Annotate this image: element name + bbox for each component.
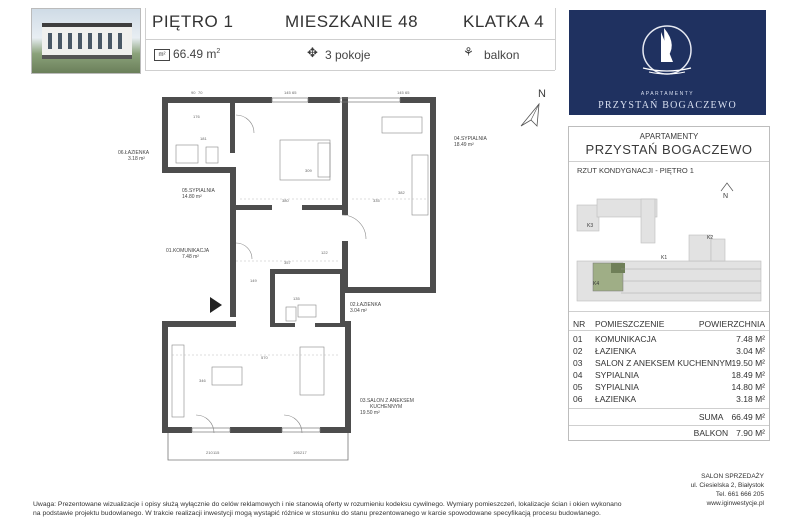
dim-label: 309 <box>305 168 312 173</box>
panel-subtitle: RZUT KONDYGNACJI - PIĘTRO 1 <box>577 166 694 175</box>
dim-label: 195 <box>293 450 300 455</box>
map-label-k3: K3 <box>587 223 594 229</box>
dim-label: 122 <box>321 250 328 255</box>
dim-label: 145 <box>397 90 404 95</box>
dim-label: 135 <box>293 296 300 301</box>
header-border-left <box>145 8 146 70</box>
dim-label: 335 <box>373 198 380 203</box>
col-header-nr: NR <box>573 319 586 329</box>
header-border-right <box>555 8 556 70</box>
floor-title: PIĘTRO 1 <box>152 12 234 31</box>
header-divider-bottom <box>145 70 555 71</box>
info-panel <box>568 126 770 441</box>
brand-line1: APARTAMENTY <box>640 91 695 97</box>
dim-label: 210 <box>206 450 213 455</box>
table-row: 06 ŁAZIENKA 3.18 M² <box>573 394 765 404</box>
table-row: 02 ŁAZIENKA 3.04 M² <box>573 346 765 356</box>
dim-label: 149 <box>250 278 257 283</box>
staircase-title: KLATKA 4 <box>463 12 545 31</box>
dim-label: 65 <box>405 90 410 95</box>
sales-website-link[interactable]: www.iginwestycje.pl <box>706 500 764 507</box>
panel-title-line1: APARTAMENTY <box>639 132 699 141</box>
dim-label: 176 <box>193 114 200 119</box>
dim-label: 145 <box>284 90 291 95</box>
area-icon: m² <box>154 49 170 61</box>
balcony-label: balkon <box>484 48 520 62</box>
rooms-icon: ✥ <box>307 45 318 60</box>
sales-office: SALON SPRZEDAŻY ul. Ciesielska 2, Białystok Tel. 661 666 205 www.iginwestycje.pl <box>690 473 764 507</box>
room-label-03: 03.SALON Z ANEKSEM KUCHENNYM 19.50 m² <box>360 398 414 416</box>
room-label-04: 04.SYPIALNIA 18.49 m² <box>454 136 487 148</box>
room-label-05: 05.SYPIALNIA 14.80 m² <box>182 188 215 200</box>
map-north-label: N <box>723 193 729 200</box>
panel-title-line2: PRZYSTAŃ BOGACZEWO <box>585 142 753 157</box>
table-row: 01 KOMUNIKACJA 7.48 M² <box>573 334 765 344</box>
dim-label: 115 <box>213 450 220 455</box>
table-row: 04 SYPIALNIA 18.49 M² <box>573 370 765 380</box>
table-row: 03 SALON Z ANEKSEM KUCHENNYM 19.50 M² <box>573 358 765 368</box>
map-label-k2: K2 <box>707 235 714 241</box>
floor-plan <box>120 85 460 475</box>
dim-label: 70 <box>198 90 203 95</box>
compass-arrow-icon <box>517 100 547 130</box>
sum-row: SUMA 66.49 M² <box>698 412 765 422</box>
sail-logo-icon <box>569 10 766 90</box>
dim-label: 217 <box>300 450 307 455</box>
dim-label: 382 <box>398 190 405 195</box>
dim-label: 65 <box>292 90 297 95</box>
dim-label: 380 <box>282 198 289 203</box>
site-plan-map <box>571 177 767 307</box>
dim-label: 90 <box>191 90 196 95</box>
table-row: 05 SYPIALNIA 14.80 M² <box>573 382 765 392</box>
compass-north-label: N <box>538 88 546 100</box>
dim-label: 346 <box>199 378 206 383</box>
dim-label: 570 <box>261 355 268 360</box>
rooms-count: 3 pokoje <box>325 48 371 62</box>
balcony-row: BALKON 7.90 M² <box>693 428 765 438</box>
room-label-01: 01.KOMUNIKACJA 7.48 m² <box>166 248 210 260</box>
map-label-k4: K4 <box>593 281 600 287</box>
room-label-02: 02.ŁAZIENKA 3.04 m² <box>350 302 382 314</box>
dim-label: 357 <box>284 260 291 265</box>
room-label-06: 06.ŁAZIENKA 3.18 m² <box>118 150 150 162</box>
header-divider <box>145 39 555 40</box>
brand-logo-block <box>569 10 766 115</box>
disclaimer: Uwaga: Prezentowane wizualizacje i opisy służą wyłącznie do celów reklamowych i nie stanowią oferty w rozumieniu kodeksu cywilnego. Wymiary pomieszczeń, lokalizacje ścian i okien wykonano na podstawie projektu budowlanego. W trakcie realizacji inwestycji mogą wystąpić różnice w stosunku do stanu prezentowanego w karcie spowodowane specyfikacją procesu budowlanego. <box>33 501 622 517</box>
dim-label: 181 <box>200 136 207 141</box>
building-thumbnail <box>31 8 141 74</box>
col-header-room: POMIESZCZENIE <box>595 319 665 329</box>
brand-line2: PRZYSTAŃ BOGACZEWO <box>598 100 737 111</box>
map-label-k1: K1 <box>661 255 668 261</box>
col-header-area: POWIERZCHNIA <box>698 319 765 329</box>
apartment-title: MIESZKANIE 48 <box>285 12 419 31</box>
balcony-icon: ⚘ <box>463 45 474 59</box>
apartment-area: 66.49 $m^2$ <box>173 47 221 61</box>
